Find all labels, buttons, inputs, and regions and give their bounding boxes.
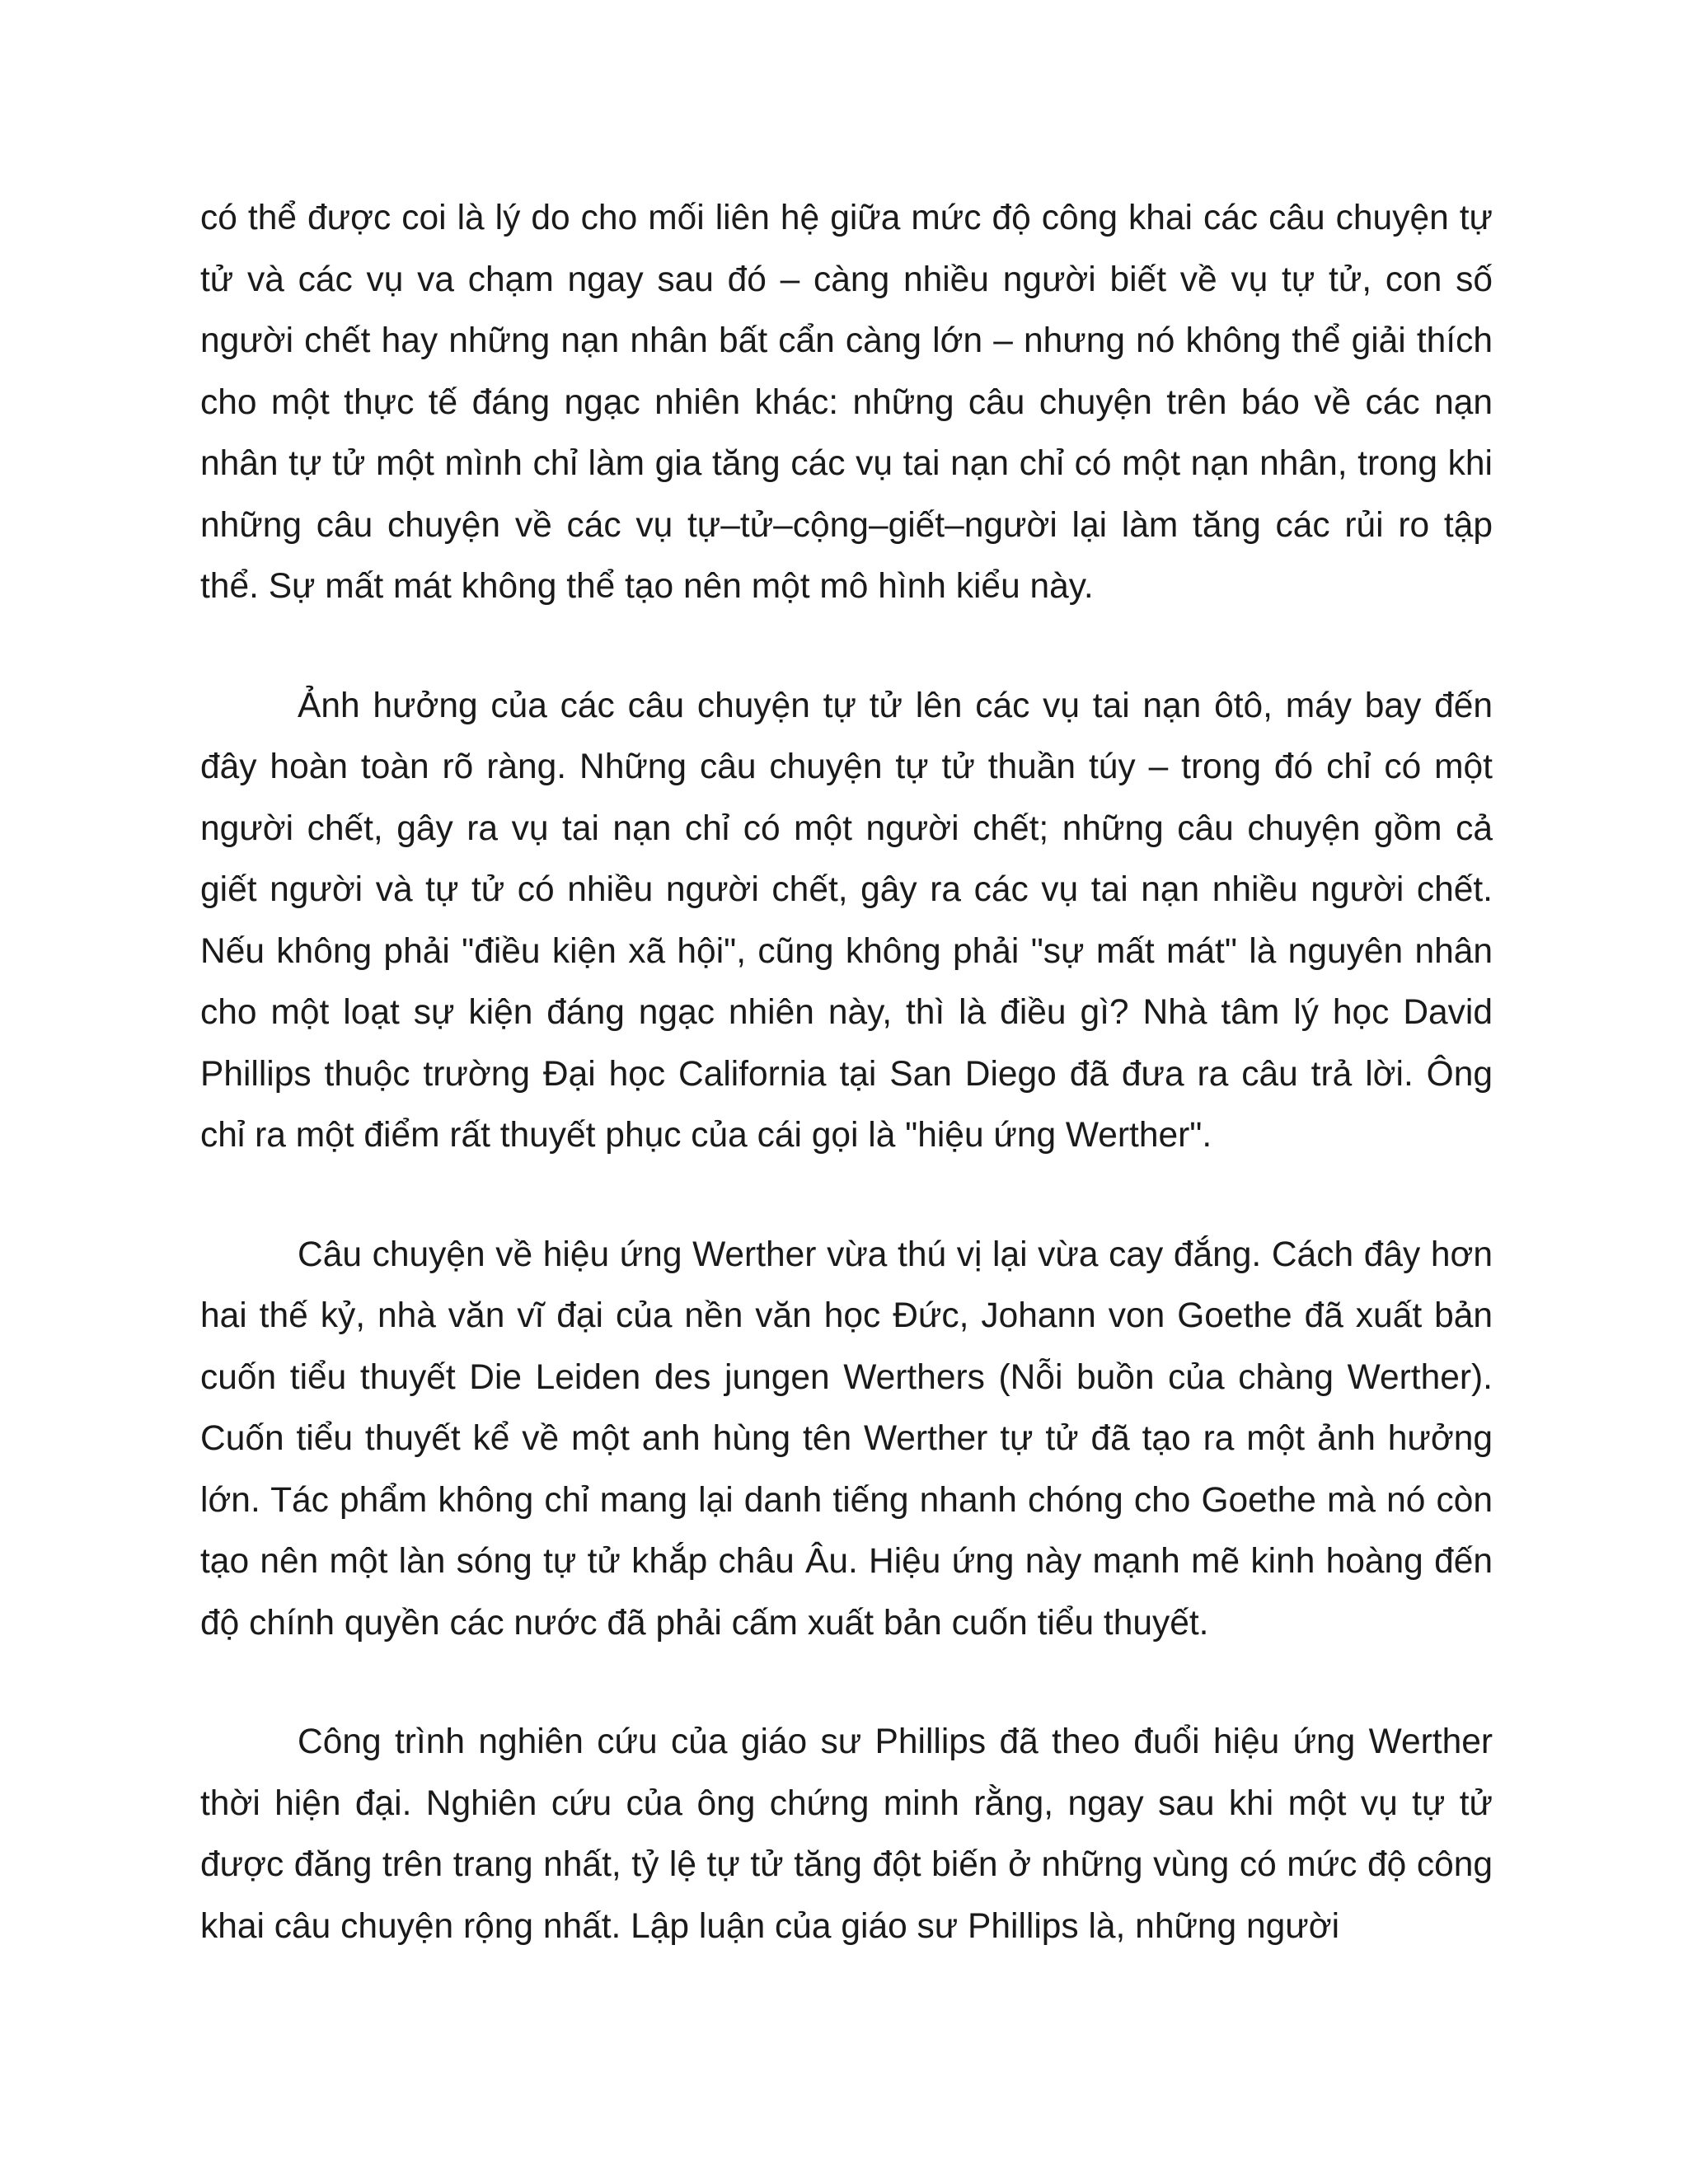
paragraph-2: Ảnh hưởng của các câu chuyện tự tử lên các vụ tai nạn ôtô, máy bay đến đây hoàn toàn rõ ràng. Những câu chuyện tự tử thuần túy – trong đó chỉ có một người chết, gây ra vụ tai nạn chỉ có một người chết; những câu chuyện gồm cả giết người và tự tử có nhiều người chết, gây ra các vụ tai nạn nhiều người chết. Nếu không phải "điều kiện xã hội", cũng không phải "sự mất mát" là nguyên nhân cho một loạt sự kiện đáng ngạc nhiên này, thì là điều gì? Nhà tâm lý học David Phillips thuộc trường Đại học California tại San Diego đã đưa ra câu trả lời. Ông chỉ ra một điểm rất thuyết phục của cái gọi là "hiệu ứng Werther".	[200, 686, 1493, 1155]
paragraph-4: Công trình nghiên cứu của giáo sư Phillips đã theo đuổi hiệu ứng Werther thời hiện đại. Nghiên cứu của ông chứng minh rằng, ngay sau khi một vụ tự tử được đăng trên trang nhất, tỷ lệ tự tử tăng đột biến ở những vùng có mức độ công khai câu chuyện rộng nhất. Lập luận của giáo sư Phillips là, những người	[200, 1722, 1493, 1946]
paragraph-3: Câu chuyện về hiệu ứng Werther vừa thú vị lại vừa cay đắng. Cách đây hơn hai thế kỷ, nhà văn vĩ đại của nền văn học Đức, Johann von Goethe đã xuất bản cuốn tiểu thuyết Die Leiden des jungen Werthers (Nỗi buồn của chàng Werther). Cuốn tiểu thuyết kể về một anh hùng tên Werther tự tử đã tạo ra một ảnh hưởng lớn. Tác phẩm không chỉ mang lại danh tiếng nhanh chóng cho Goethe mà nó còn tạo nên một làn sóng tự tử khắp châu Âu. Hiệu ứng này mạnh mẽ kinh hoàng đến độ chính quyền các nước đã phải cấm xuất bản cuốn tiểu thuyết.	[200, 1235, 1493, 1643]
paragraph-1: có thể được coi là lý do cho mối liên hệ giữa mức độ công khai các câu chuyện tự tử và các vụ va chạm ngay sau đó – càng nhiều người biết về vụ tự tử, con số người chết hay những nạn nhân bất cẩn càng lớn – nhưng nó không thể giải thích cho một thực tế đáng ngạc nhiên khác: những câu chuyện trên báo về các nạn nhân tự tử một mình chỉ làm gia tăng các vụ tai nạn chỉ có một nạn nhân, trong khi những câu chuyện về các vụ tự–tử–cộng–giết–người lại làm tăng các rủi ro tập thể. Sự mất mát không thể tạo nên một mô hình kiểu này.	[200, 199, 1493, 606]
body-text	[200, 188, 1493, 1957]
